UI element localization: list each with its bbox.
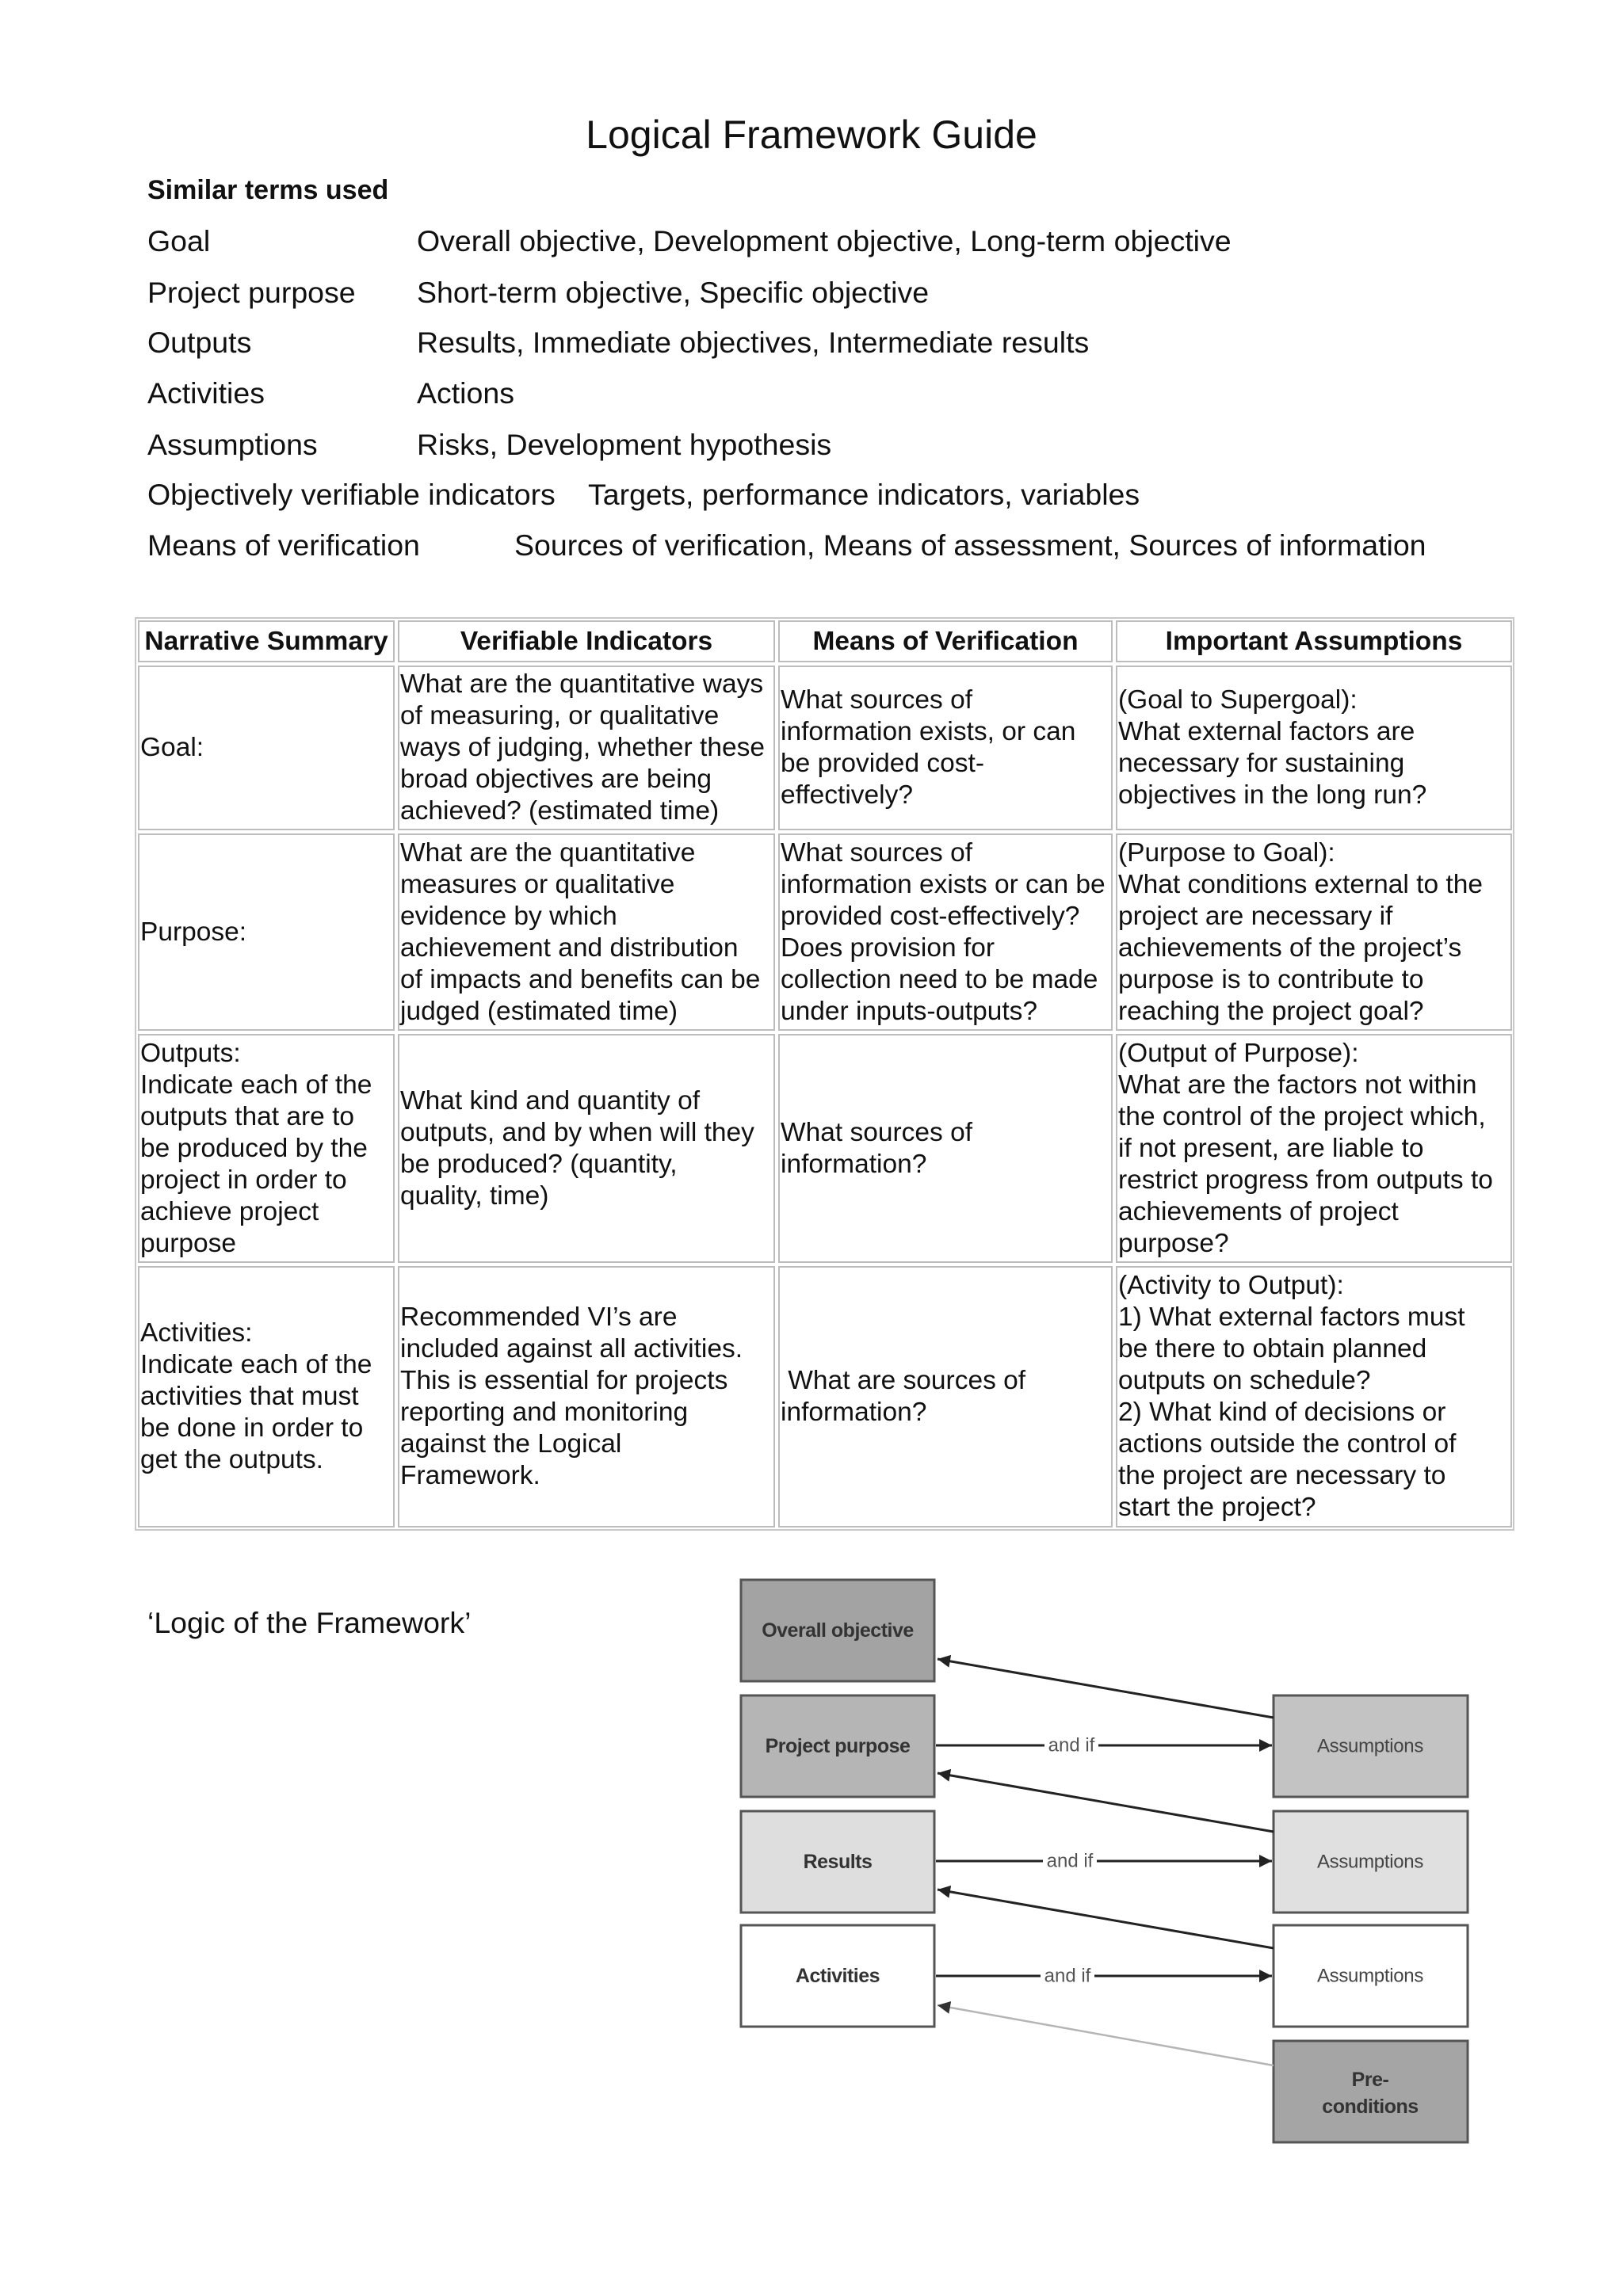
- header-label: Means of Verification: [812, 626, 1079, 656]
- term-row-means-of-verification: [0, 528, 1623, 563]
- header-verifiable-indicators: [398, 620, 775, 662]
- assumptions-label: Assumptions: [1316, 1851, 1424, 1873]
- purpose-assumptions-cell: [1116, 833, 1512, 1031]
- assumptions-box-1: [1274, 1695, 1468, 1797]
- cell-text: What sources of information?: [781, 1117, 973, 1179]
- purpose-narrative-cell: [138, 833, 395, 1031]
- outputs-assumptions-cell: [1116, 1034, 1512, 1263]
- term-row-activities: [0, 376, 1623, 410]
- purpose-verification-cell: [778, 833, 1113, 1031]
- goal-narrative-cell: [138, 666, 395, 830]
- activities-box: [741, 1925, 934, 2027]
- cell-text: (Purpose to Goal): What conditions external to the project are necessary if achievements of the project’s purpose is to contribute to reaching the project goal?: [1118, 837, 1483, 1026]
- activities-narrative-cell: [138, 1266, 395, 1527]
- header-means-of-verification: [778, 620, 1113, 662]
- overall-objective-box: [741, 1580, 934, 1681]
- preconditions-label-line-1: Pre-: [1351, 2069, 1389, 2091]
- header-label: Important Assumptions: [1165, 626, 1463, 656]
- activities-indicators-cell: [398, 1266, 775, 1527]
- overall-objective-label: Overall objective: [762, 1619, 914, 1642]
- arrow-preconditions-to-activities: [938, 2005, 1274, 2065]
- cell-text: What are sources of information?: [781, 1366, 1026, 1427]
- term-synonyms: Risks, Development hypothesis: [417, 428, 832, 461]
- and-if-label: and if: [1046, 1850, 1094, 1872]
- term-row-assumptions: [0, 427, 1623, 462]
- cell-text: (Activity to Output): 1) What external factors must be there to obtain planned outputs on schedule? 2) What kind of decisions or actions outside the control of the project are necessary to start the project?: [1118, 1271, 1465, 1522]
- term-synonyms: Short-term objective, Specific objective: [417, 276, 930, 309]
- cell-text: Goal:: [140, 733, 204, 762]
- assumptions-box-3: [1274, 1925, 1468, 2027]
- cell-text: What kind and quantity of outputs, and by when will they be produced? (quantity, quality, time): [400, 1085, 754, 1211]
- header-label: Verifiable Indicators: [460, 626, 713, 656]
- cell-text: (Output of Purpose): What are the factors not within the control of the project which, if not present, are liable to restrict progress from outputs to achievements of project purpose?: [1118, 1038, 1493, 1258]
- results-box: [741, 1811, 934, 1913]
- goal-verification-cell: [778, 666, 1113, 830]
- similar-terms-heading: Similar terms used: [147, 175, 389, 205]
- cell-text: Recommended VI’s are included against all activities. This is essential for projects reporting and monitoring against the Logical Framework.: [400, 1302, 743, 1490]
- diagram-caption: ‘Logic of the Framework’: [147, 1606, 472, 1639]
- goal-indicators-cell: [398, 666, 775, 830]
- term-label: Outputs: [147, 326, 252, 359]
- header-label: Narrative Summary: [144, 626, 388, 656]
- term-row-outputs: [0, 325, 1623, 360]
- activities-assumptions-cell: [1116, 1266, 1512, 1527]
- activities-label: Activities: [795, 1965, 880, 1987]
- term-synonyms: Sources of verification, Means of assessment, Sources of information: [514, 528, 1426, 562]
- cell-text: Activities: Indicate each of the activities that must be done in order to get the outputs.: [140, 1318, 372, 1474]
- term-label: Activities: [147, 376, 265, 410]
- term-row-indicators: [0, 477, 1623, 512]
- cell-text: (Goal to Supergoal): What external factors are necessary for sustaining objectives in the long run?: [1118, 685, 1427, 810]
- assumptions-label: Assumptions: [1316, 1735, 1424, 1757]
- term-label: Assumptions: [147, 428, 318, 461]
- term-label: Goal: [147, 224, 211, 257]
- term-synonyms: Actions: [417, 376, 514, 410]
- preconditions-box: [1274, 2041, 1468, 2142]
- arrow-assumptions-to-overall-objective: [938, 1659, 1274, 1718]
- cell-text: What sources of information exists or can be provided cost-effectively? Does provision for collection need to be made under inputs-outputs?: [781, 837, 1106, 1026]
- arrow-assumptions-to-results: [938, 1890, 1274, 1948]
- term-synonyms: Results, Immediate objectives, Intermediate results: [417, 326, 1090, 359]
- term-label: Objectively verifiable indicators: [147, 478, 556, 511]
- term-label: Means of verification: [147, 528, 420, 562]
- arrow-assumptions-to-project-purpose: [938, 1773, 1274, 1832]
- term-row-project-purpose: [0, 275, 1623, 310]
- outputs-verification-cell: [778, 1034, 1113, 1263]
- assumptions-label: Assumptions: [1316, 1965, 1424, 1987]
- outputs-indicators-cell: [398, 1034, 775, 1263]
- cell-text: Outputs: Indicate each of the outputs that are to be produced by the project in order to achieve project purpose: [140, 1038, 372, 1258]
- goal-assumptions-cell: [1116, 666, 1512, 830]
- cell-text: What are the quantitative measures or qualitative evidence by which achievement and distribution of impacts and benefits can be judged (estimated time): [400, 837, 761, 1026]
- and-if-label: and if: [1048, 1734, 1095, 1756]
- term-row-goal: [0, 223, 1623, 258]
- page-title: Logical Framework Guide: [586, 113, 1037, 157]
- results-label: Results: [803, 1851, 873, 1873]
- preconditions-label-line-2: conditions: [1322, 2096, 1419, 2118]
- and-if-label: and if: [1044, 1965, 1091, 1987]
- header-narrative-summary: [138, 620, 395, 662]
- logic-diagram: [713, 1561, 1490, 2163]
- term-label: Project purpose: [147, 276, 356, 309]
- outputs-narrative-cell: [138, 1034, 395, 1263]
- activities-verification-cell: [778, 1266, 1113, 1527]
- cell-text: What are the quantitative ways of measuring, or qualitative ways of judging, whether these broad objectives are being achieved? (estimated time): [400, 669, 765, 826]
- cell-text: What sources of information exists, or can be provided cost- effectively?: [781, 685, 1076, 810]
- term-synonyms: Targets, performance indicators, variables: [588, 478, 1140, 511]
- project-purpose-label: Project purpose: [765, 1735, 911, 1757]
- project-purpose-box: [741, 1695, 934, 1797]
- header-important-assumptions: [1116, 620, 1512, 662]
- assumptions-box-2: [1274, 1811, 1468, 1913]
- term-synonyms: Overall objective, Development objective, Long-term objective: [417, 224, 1232, 257]
- purpose-indicators-cell: [398, 833, 775, 1031]
- cell-text: Purpose:: [140, 917, 247, 947]
